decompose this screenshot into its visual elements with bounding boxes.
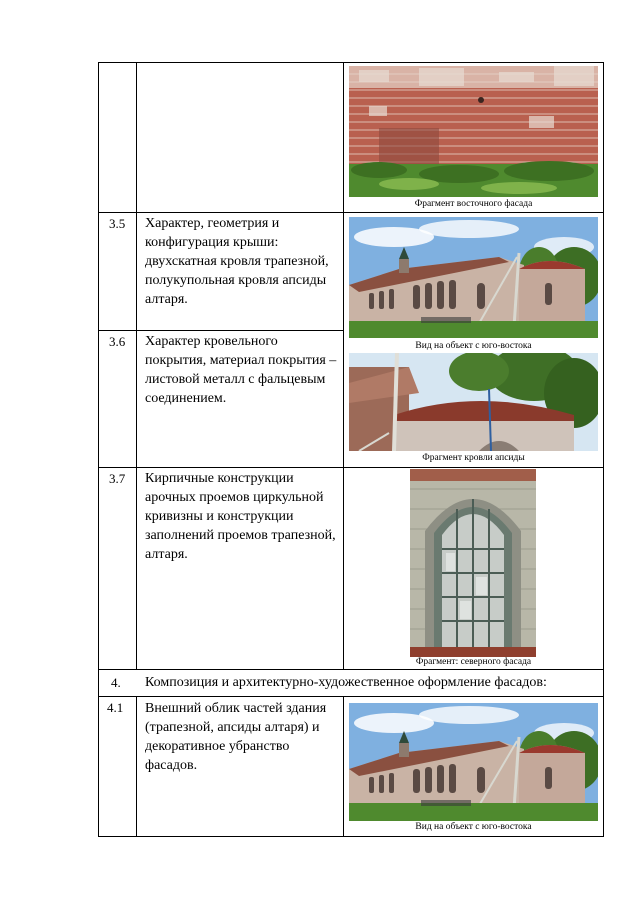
row-description: Характер кровельного покрытия, материал покрытия – листовой металл с фальцевым соединением.	[145, 334, 337, 406]
caption-north-facade: Фрагмент: северного фасада	[415, 657, 532, 667]
row-number: 3.7	[109, 471, 126, 486]
column-divider	[343, 696, 344, 836]
caption-east-facade: Фрагмент восточного фасада	[414, 199, 533, 209]
row-number: 3.5	[109, 216, 126, 231]
table-border-right	[603, 62, 604, 837]
church-southeast-photo	[349, 217, 598, 338]
table-border-top	[98, 62, 604, 63]
row-description: Внешний облик частей здания (трапезной, апсиды алтаря) и декоративное убранство фасадов.	[145, 701, 327, 773]
row-divider	[98, 330, 344, 331]
caption-southeast-view: Вид на объект с юго-востока	[415, 341, 532, 351]
row-divider	[98, 467, 604, 468]
table-border-bottom	[98, 836, 604, 837]
row-divider	[98, 212, 604, 213]
column-divider	[136, 62, 137, 669]
apse-roof-photo	[349, 353, 598, 451]
caption-southeast-view-2: Вид на объект с юго-востока	[415, 822, 532, 832]
church-southeast-photo-2	[349, 703, 598, 821]
section-number: 4.	[111, 675, 121, 690]
row-description: Кирпичные конструкции арочных проемов циркульной кривизны и конструкции заполнений проемов трапезной, алтаря.	[145, 471, 336, 562]
caption-apse-roof: Фрагмент кровли апсиды	[422, 453, 525, 463]
row-number: 3.6	[109, 334, 126, 349]
north-facade-window-photo	[410, 469, 536, 657]
table-border-left	[98, 62, 99, 837]
column-divider	[343, 62, 344, 669]
row-number: 4.1	[107, 700, 124, 715]
column-divider	[136, 696, 137, 836]
row-description: Характер, геометрия и конфигурация крыши: двухскатная кровля трапезной, полукупольная кровля апсиды алтаря.	[145, 216, 329, 307]
row-divider	[98, 696, 604, 697]
section-heading: Композиция и архитектурно-художественное оформление фасадов:	[145, 675, 547, 690]
east-facade-photo	[349, 66, 598, 197]
row-divider	[98, 669, 604, 670]
